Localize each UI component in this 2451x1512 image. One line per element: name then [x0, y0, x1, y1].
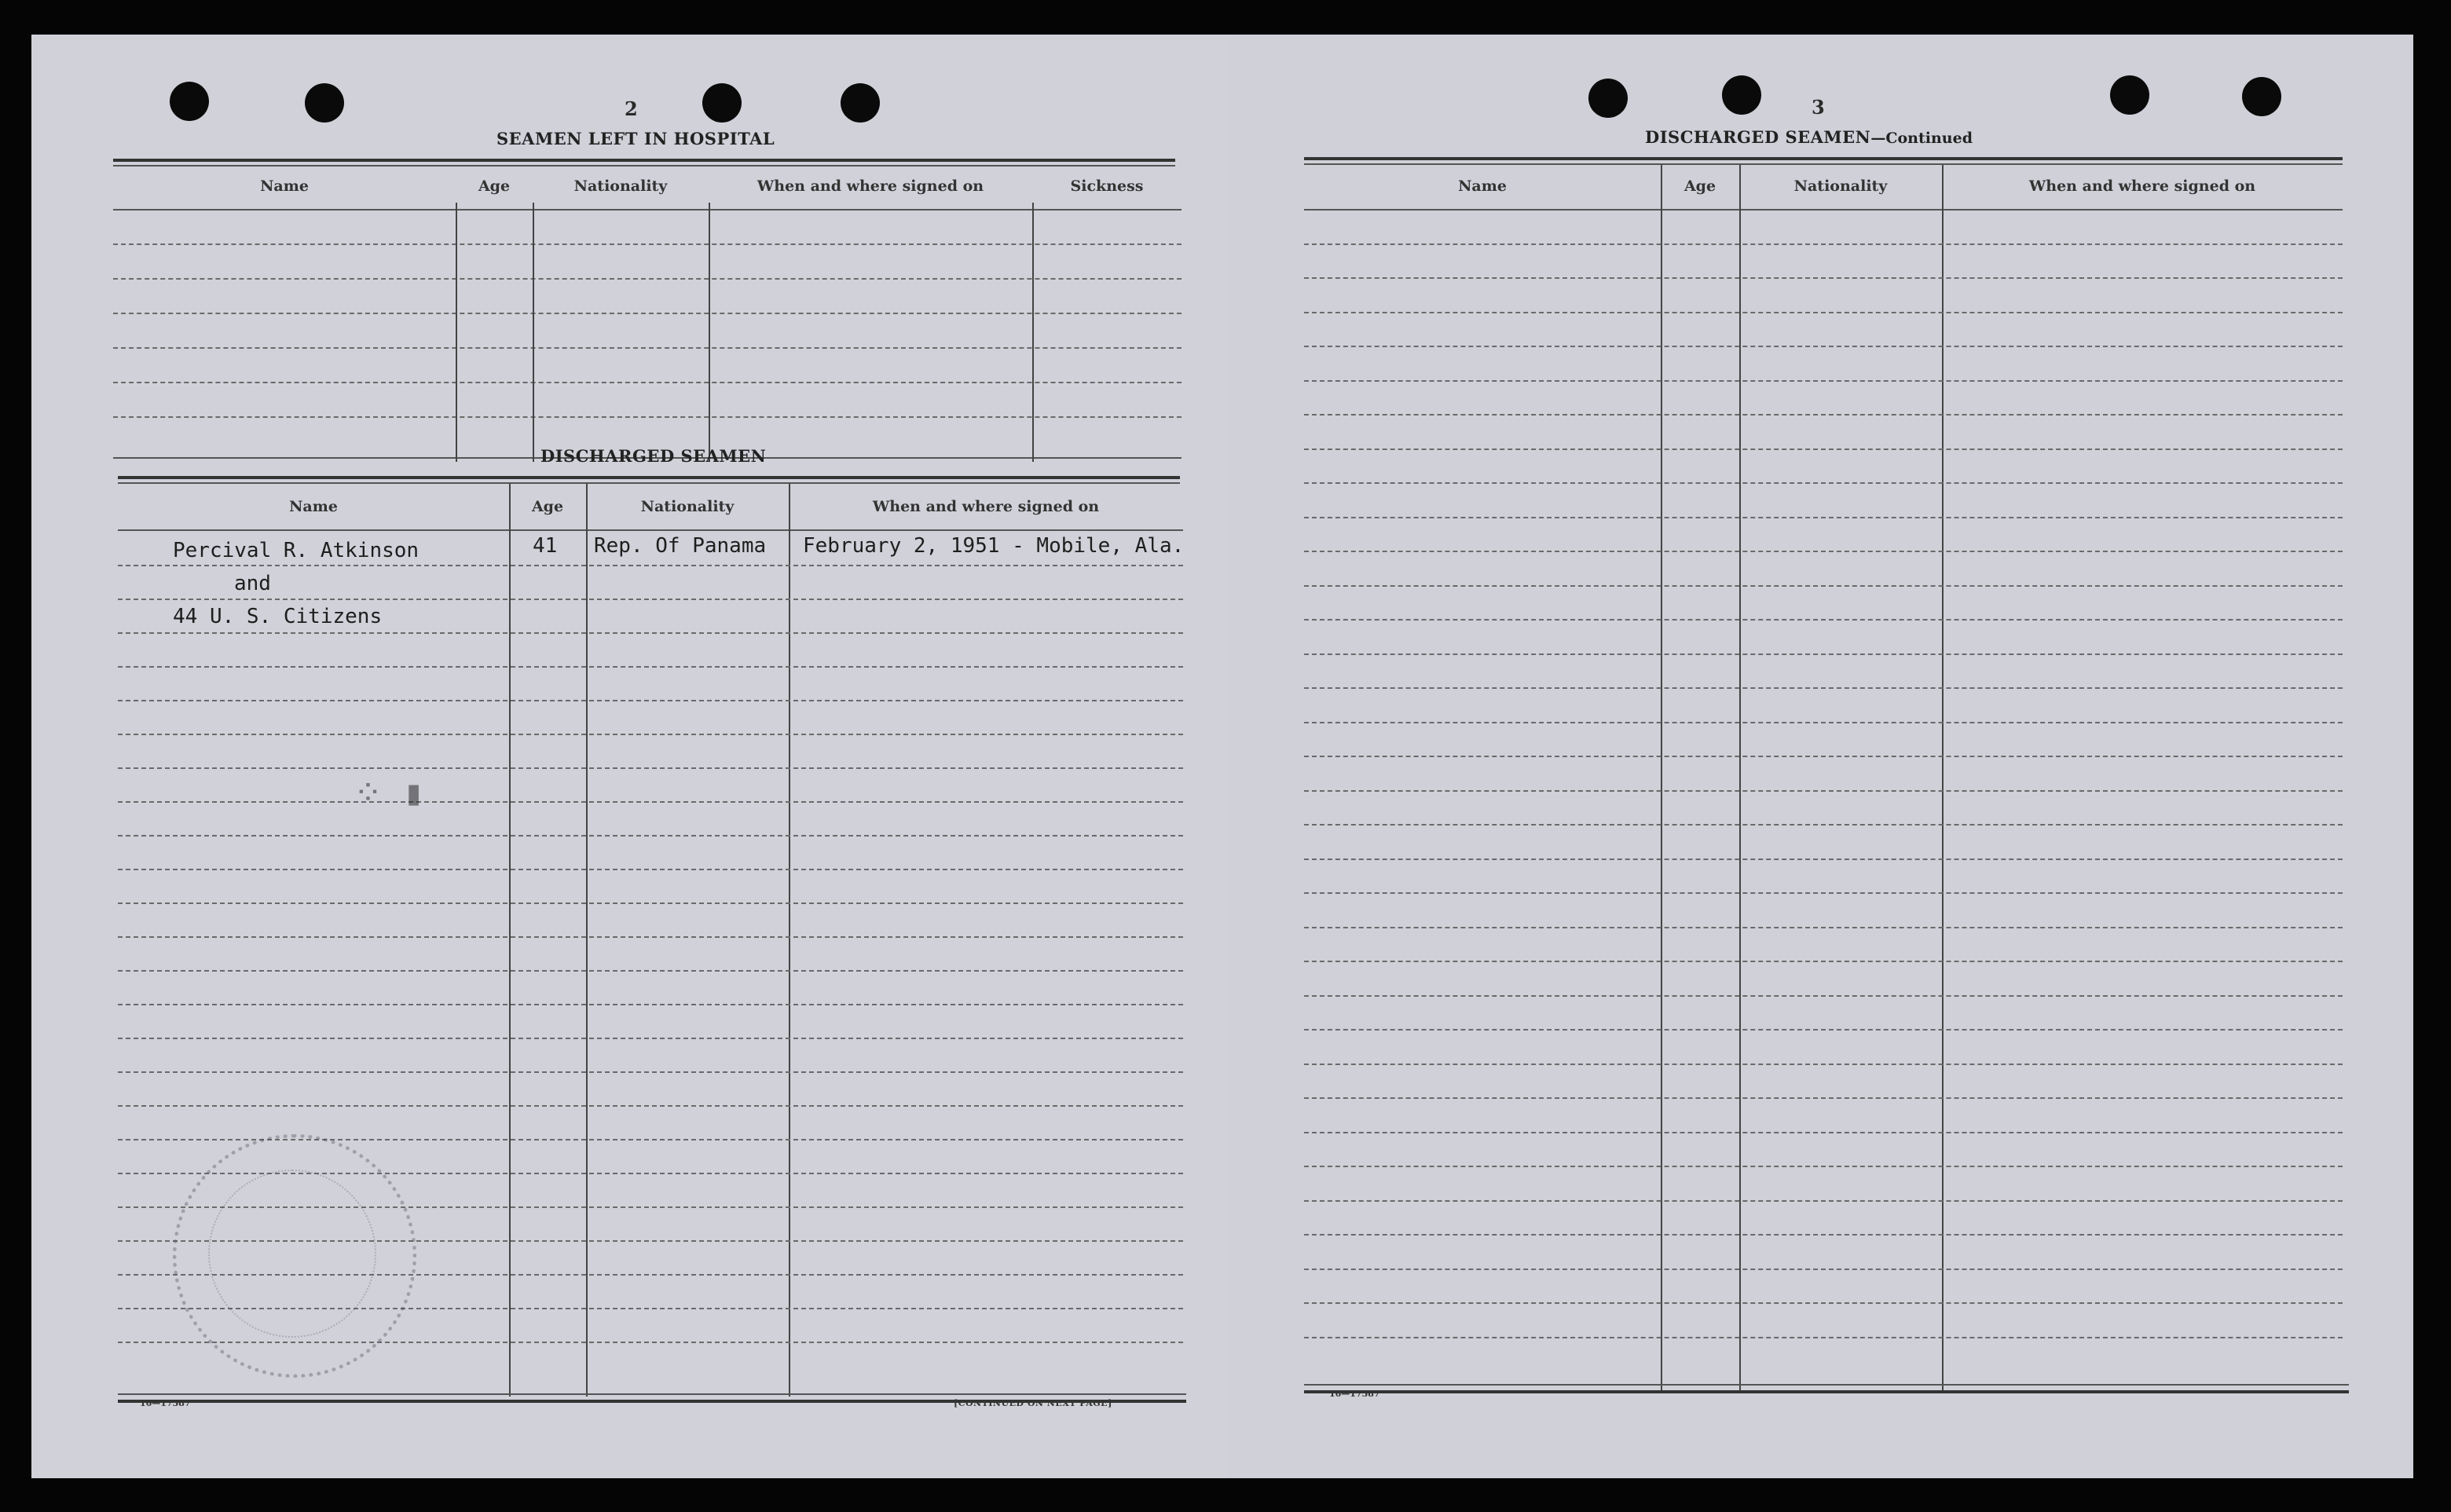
col-header-nationality: Nationality [573, 178, 668, 195]
col-header-signed-on: When and where signed on [757, 178, 984, 195]
col-header-nationality: Nationality [1793, 178, 1888, 195]
entry-name: and [234, 572, 271, 595]
page-number: 3 [1812, 96, 1825, 119]
entry-signed-on: February 2, 1951 - Mobile, Ala. [803, 534, 1185, 558]
punch-hole [1588, 79, 1628, 118]
col-header-age: Age [478, 178, 511, 195]
form-number: 16—17387 [140, 1398, 191, 1408]
discharged-continued-title [1645, 127, 1973, 147]
hospital-table [113, 159, 1182, 465]
col-header-name: Name [289, 498, 338, 515]
form-number: 16—17387 [1329, 1389, 1380, 1399]
discharged-section-title: DISCHARGED SEAMEN [540, 446, 767, 466]
col-header-age: Age [1683, 178, 1716, 195]
left-page [31, 35, 1227, 1478]
title-text: DISCHARGED SEAMEN [1645, 127, 1871, 147]
col-header-name: Name [1458, 178, 1507, 195]
discharged-continued-table [1304, 157, 2357, 1430]
punch-hole [2110, 75, 2149, 115]
punch-hole [2242, 77, 2281, 116]
ink-smudge: ⁘ ▮ [354, 773, 424, 813]
continued-note: [CONTINUED ON NEXT PAGE] [954, 1398, 1112, 1408]
page-number: 2 [625, 97, 638, 120]
entry-nationality: Rep. Of Panama [594, 534, 767, 558]
punch-hole [305, 83, 344, 123]
entry-name: Percival R. Atkinson [173, 539, 419, 562]
right-page [1227, 35, 2413, 1478]
hospital-section-title: SEAMEN LEFT IN HOSPITAL [496, 129, 775, 148]
entry-age: 41 [533, 534, 558, 558]
punch-hole [702, 83, 742, 123]
punch-hole [170, 82, 209, 121]
col-header-age: Age [531, 498, 564, 515]
entry-name: 44 U. S. Citizens [173, 605, 383, 628]
punch-hole [1722, 75, 1761, 115]
col-header-signed-on: When and where signed on [2028, 178, 2256, 195]
col-header-name: Name [260, 178, 309, 195]
col-header-signed-on: When and where signed on [872, 498, 1100, 515]
title-suffix: —Continued [1870, 130, 1973, 147]
col-header-nationality: Nationality [640, 498, 735, 515]
col-header-sickness: Sickness [1070, 178, 1144, 195]
faded-stamp [173, 1134, 416, 1378]
punch-hole [841, 83, 880, 123]
